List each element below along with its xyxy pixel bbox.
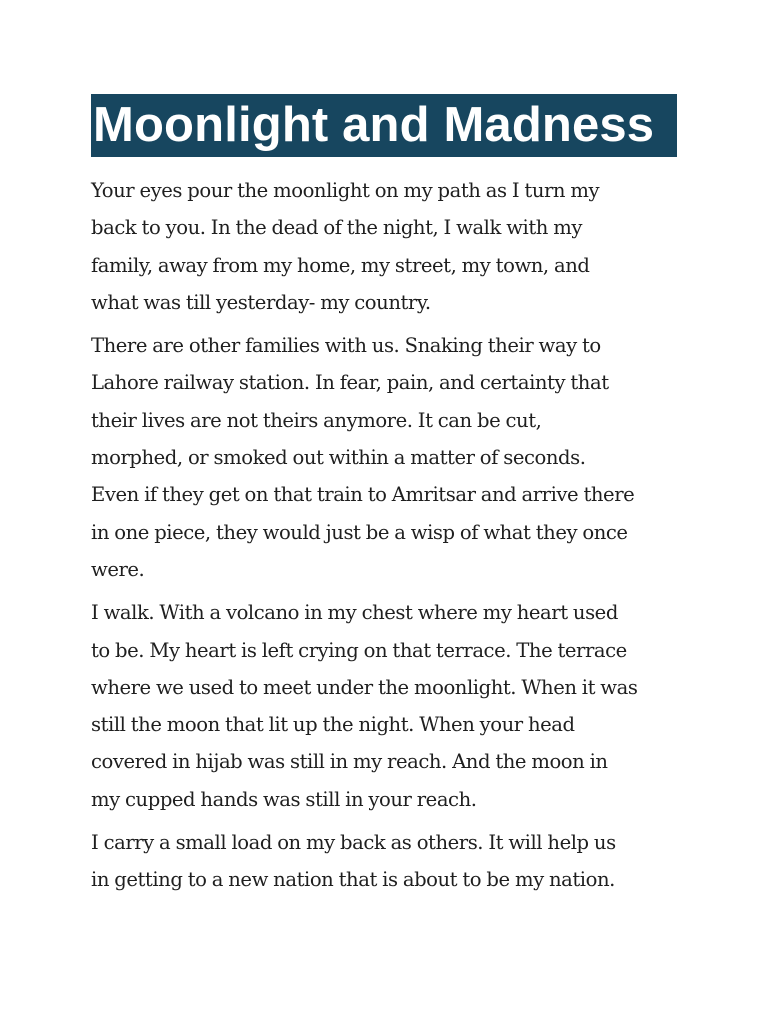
text-line: in getting to a new nation that is about to be my nation. xyxy=(91,868,615,892)
text-line: Your eyes pour the moonlight on my path as I turn my xyxy=(91,179,600,202)
text-line: There are other families with us. Snaking their way to xyxy=(91,334,601,358)
text-line: I walk. With a volcano in my chest where my heart used xyxy=(91,601,618,625)
text-line: Lahore railway station. In fear, pain, and certainty that xyxy=(91,371,609,395)
text-line: where we used to meet under the moonlight. When it was xyxy=(91,675,638,699)
text-line: covered in hijab was still in my reach. And the moon in xyxy=(91,750,608,774)
paragraph xyxy=(91,594,687,818)
text-line: my cupped hands was still in your reach. xyxy=(91,787,477,811)
text-line: what was till yesterday- my country. xyxy=(91,290,431,314)
text-line: in one piece, they would just be a wisp of what they once xyxy=(91,520,628,544)
paragraph xyxy=(91,824,687,899)
paragraph xyxy=(91,327,687,588)
text-line: family, away from my home, my street, my town, and xyxy=(91,253,590,277)
text-line: to be. My heart is left crying on that terrace. The terrace xyxy=(91,638,627,662)
text-line: I carry a small load on my back as others. It will help us xyxy=(91,831,616,855)
text-line: back to you. In the dead of the night, I walk with my xyxy=(91,216,582,240)
text-line: Even if they get on that train to Amritsar and arrive there xyxy=(91,483,635,507)
text-line: morphed, or smoked out within a matter of seconds. xyxy=(91,446,586,470)
document-title: Moonlight and Madness xyxy=(93,98,655,152)
title-banner xyxy=(91,94,677,157)
text-line: their lives are not theirs anymore. It can be cut, xyxy=(91,408,542,432)
document-body xyxy=(91,172,687,905)
text-line: were. xyxy=(91,557,145,581)
paragraph xyxy=(91,172,687,321)
text-line: still the moon that lit up the night. When your head xyxy=(91,713,575,737)
